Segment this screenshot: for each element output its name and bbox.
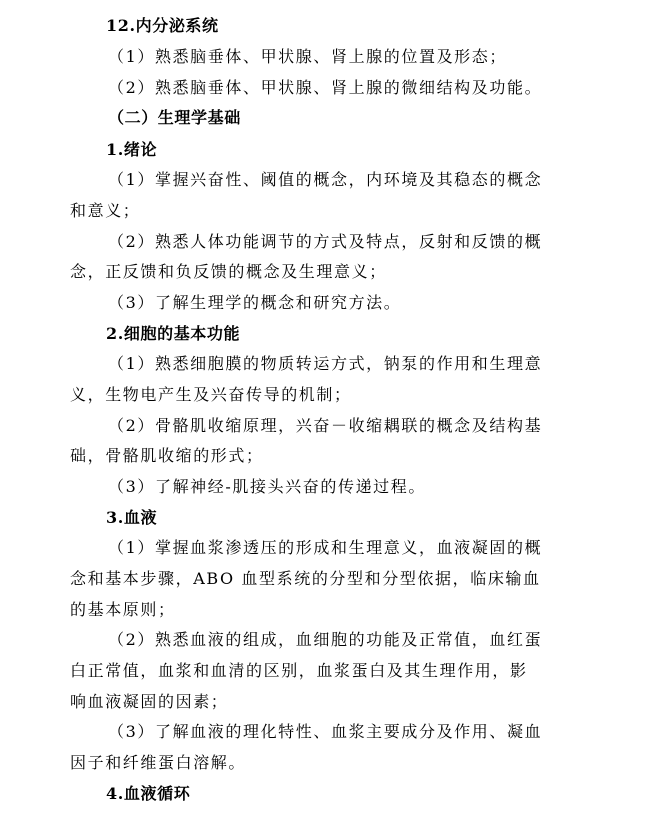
paragraph-line: 础，骨骼肌收缩的形式；	[70, 446, 264, 465]
paragraph-line: 白正常值，血浆和血清的区别，血浆蛋白及其生理作用，影	[70, 661, 528, 680]
paragraph-line: （1）熟悉细胞膜的物质转运方式，钠泵的作用和生理意	[108, 354, 543, 373]
paragraph-line: （3）了解神经-肌接头兴奋的传递过程。	[108, 477, 426, 496]
paragraph-line: （2）骨骼肌收缩原理，兴奋－收缩耦联的概念及结构基	[108, 416, 543, 435]
subsection-heading-blood: 3.血液	[106, 508, 158, 527]
paragraph-line: （2）熟悉血液的组成，血细胞的功能及正常值，血红蛋	[108, 630, 543, 649]
paragraph-line: （2）熟悉人体功能调节的方式及特点，反射和反馈的概	[108, 232, 543, 251]
paragraph-line: 因子和纤维蛋白溶解。	[70, 753, 247, 772]
paragraph-line: （3）了解生理学的概念和研究方法。	[108, 293, 402, 312]
paragraph-line: （1）熟悉脑垂体、甲状腺、肾上腺的位置及形态；	[108, 47, 507, 66]
paragraph-line: （3）了解血液的理化特性、血浆主要成分及作用、凝血	[108, 722, 543, 741]
paragraph-line: （2）熟悉脑垂体、甲状腺、肾上腺的微细结构及功能。	[108, 78, 543, 97]
paragraph-line: 和意义；	[70, 201, 141, 220]
paragraph-line: 义，生物电产生及兴奋传导的机制；	[70, 385, 352, 404]
paragraph-line: （1）掌握兴奋性、阈值的概念，内环境及其稳态的概念	[108, 170, 543, 189]
paragraph-line: 响血液凝固的因素；	[70, 692, 229, 711]
subsection-heading-introduction: 1.绪论	[106, 140, 158, 159]
paragraph-line: （1）掌握血浆渗透压的形成和生理意义，血液凝固的概	[108, 538, 543, 557]
subsection-heading-cell-function: 2.细胞的基本功能	[106, 324, 241, 343]
paragraph-line: 的基本原则；	[70, 600, 176, 619]
paragraph-line: 念，正反馈和负反馈的概念及生理意义；	[70, 262, 387, 281]
paragraph-line: 念和基本步骤，ABO 血型系统的分型和分型依据，临床输血	[70, 569, 541, 588]
section-heading-endocrine: 12.内分泌系统	[106, 16, 219, 35]
section-heading-physiology: （二）生理学基础	[108, 108, 241, 127]
subsection-heading-circulation: 4.血液循环	[106, 784, 191, 803]
